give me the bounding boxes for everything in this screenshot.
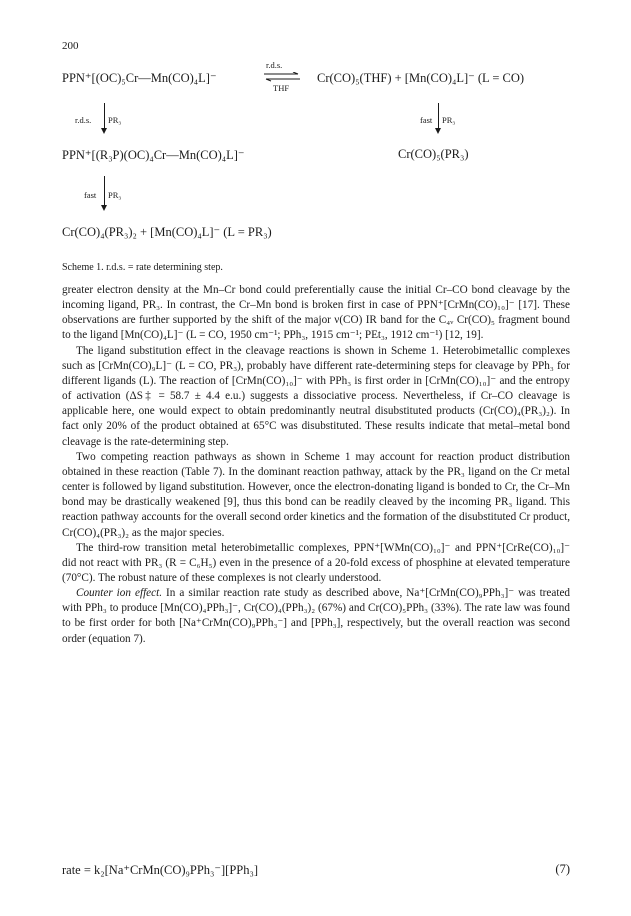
left-arrow-label-rds: r.d.s. [75,115,92,125]
body-text [62,283,570,647]
mid-arrow-label-fast: fast [84,190,97,200]
paragraph-1: greater electron density at the Mn–Cr bond could preferentially cause the initial Cr–CO bond cleavage by the incoming ligand, PR₃. In contrast, the Cr–Mn bond is broken first in case of PPN⁺[CrMn(CO)₁₀]⁻ [17]. These observations are further supported by the shift of the major ν(CO) IR band for the C₄ᵥ Cr(CO)₅ fragment bound to the ligand [Mn(CO)₄L]⁻ (L = CO, 1950 cm⁻¹; PPh₃, 1915 cm⁻¹; PEt₃, 1912 cm⁻¹) [12, 19]. [62,284,570,342]
scheme-monosubstituted-product: Cr(CO)₅(PR₃) [398,147,469,161]
equation-number: (7) [555,862,570,876]
scheme-reactant: PPN⁺[(OC)₅Cr—Mn(CO)₄L]⁻ [62,71,217,85]
mid-arrow-label-pr3: PR₃ [108,190,122,200]
right-arrow-label-fast: fast [420,115,433,125]
mid-down-arrow [104,176,105,206]
scheme-disubstituted-product: Cr(CO)₄(PR₃)₂ + [Mn(CO)₄L]⁻ (L = PR₃) [62,225,272,239]
page-number: 200 [62,40,79,52]
left-arrow-label-pr3: PR₃ [108,115,122,125]
scheme-intermediate: PPN⁺[(R₃P)(OC)₄Cr—Mn(CO)₄L]⁻ [62,148,245,162]
equilibrium-arrow [262,72,302,82]
left-arrow-head [101,128,107,134]
rds-label: r.d.s. [266,60,283,70]
right-arrow-label-pr3: PR₃ [442,115,456,125]
paragraph-4: The third-row transition metal heterobimetallic complexes, PPN⁺[WMn(CO)₁₀]⁻ and PPN⁺[CrRe(CO)₁₀]⁻ did not react with PR₃ (R = C₆H₅) even in the presence of a 20-fold excess of phosphine at elevated temperature (70°C). The robust nature of these complexes is not clearly understood. [62,541,570,584]
mid-arrow-head [101,205,107,211]
counter-ion-heading: Counter ion effect. [76,587,163,600]
left-down-arrow [104,103,105,129]
paragraph-counter-ion [62,586,570,647]
right-arrow-head [435,128,441,134]
rate-equation [62,862,570,878]
thf-label: THF [273,83,290,93]
paragraph-3: Two competing reaction pathways as shown in Scheme 1 may account for reaction product distribution obtained in these reaction (Table 7). In the dominant reaction pathway, attack by the PR₃ ligand on the Cr metal center is followed by ligand substitution. However, once the electron-donating ligand is bonded to Cr, the Cr–Mn bond may be drastically weakened [9], thus this bond can be readily cleaved by the incoming PR₃ ligand. This reaction pathway accounts for the overall second order kinetics and the formation of the disubstituted Cr product, Cr(CO)₄(PR₃)₂ as the major species. [62,450,570,539]
paragraph-2: The ligand substitution effect in the cleavage reactions is shown in Scheme 1. Heterobimetallic complexes such as [CrMn(CO)₉L]⁻ (L = CO, PR₃), probably have different rate-determining steps for cleavage by PPh₃ for different ligands (L). The reaction of [CrMn(CO)₁₀]⁻ with PPh₃ is first order in [CrMn(CO)₁₀]⁻ and the entropy of activation (ΔS‡ = 58.7 ± 4.4 e.u.) suggests a dissociative process. Nevertheless, if Cr–CO cleavage is applicable here, one would expect to obtain predominantly neutral disubstituted products (Cr(CO)₄(PR₃)₂). In fact only 20% of the product obtained at 65°C was disubstituted. These results indicate that metal–metal bond cleavage is the rate-determining step. [62,344,570,448]
counter-ion-text: In a similar reaction rate study as described above, Na⁺[CrMn(CO)₉PPh₃]⁻ was treated with PPh₃ to produce [Mn(CO)₄PPh₃]⁻, Cr(CO)₄(PPh₃)₂ (67%) and Cr(CO)₅PPh₃ (33%). The rate law was found to be first order for both [Na⁺CrMn(CO)₉PPh₃⁻] and [PPh₃], respectively, but the overall reaction was second order (equation 7). [62,587,570,645]
right-down-arrow [438,103,439,129]
reaction-scheme [0,0,631,275]
scheme-caption: Scheme 1. r.d.s. = rate determining step. [62,262,223,273]
scheme-products-top: Cr(CO)₅(THF) + [Mn(CO)₄L]⁻ (L = CO) [317,71,525,85]
equation-text: rate = k₂[Na⁺CrMn(CO)₉PPh₃⁻][PPh₃] [62,863,258,877]
